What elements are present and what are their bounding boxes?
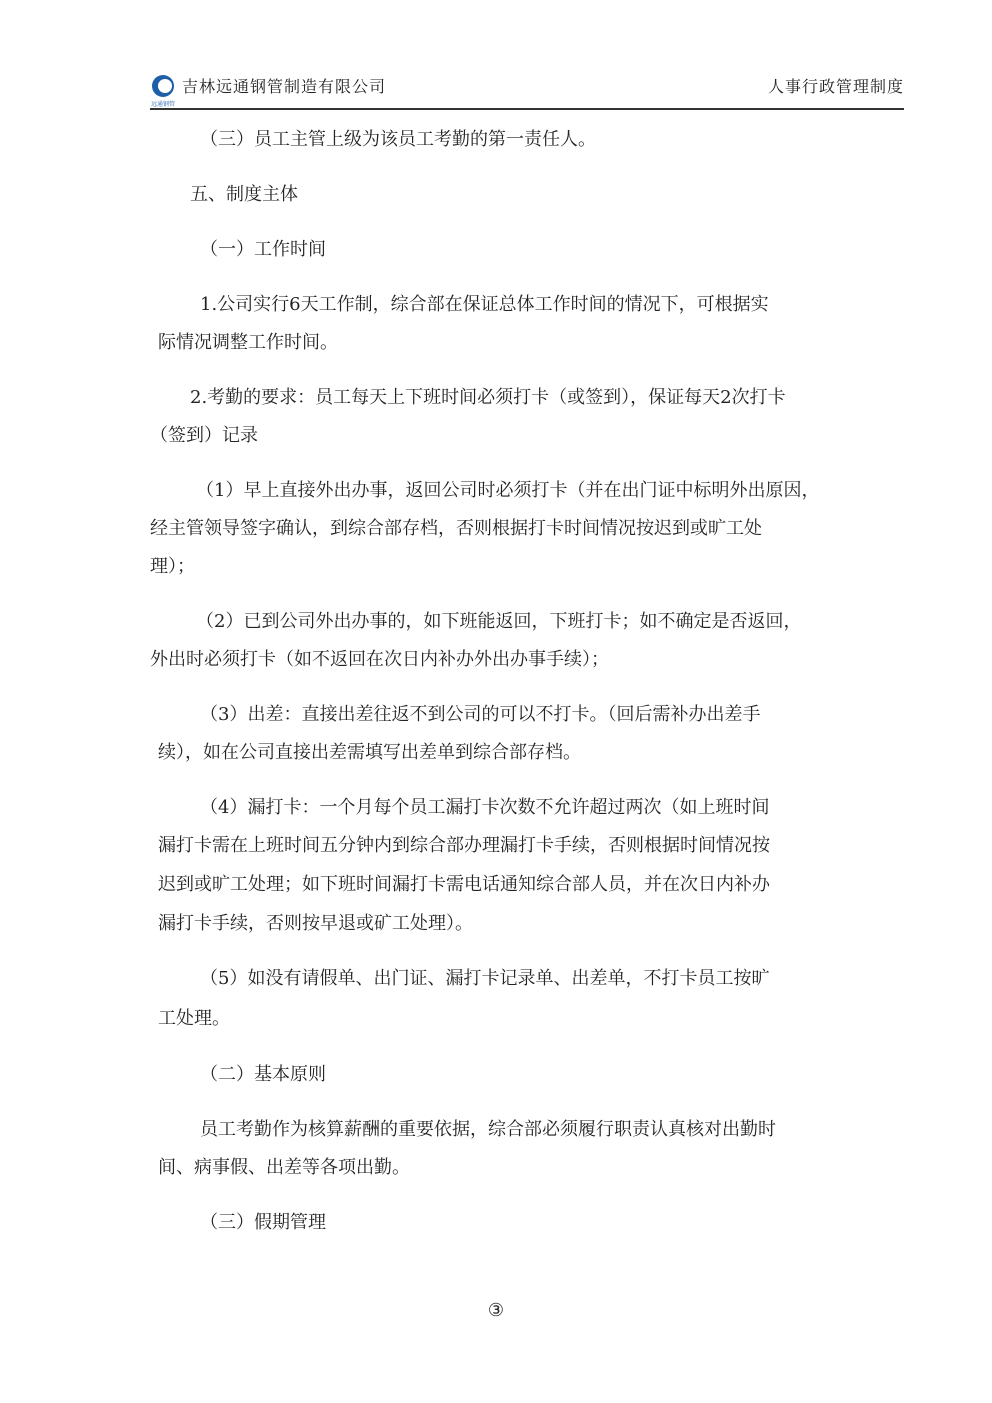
subsection-heading: （三）假期管理 xyxy=(200,1212,326,1233)
company-name: 吉林远通钢管制造有限公司 xyxy=(182,77,387,96)
text-line: 漏打卡需在上班时间五分钟内到综合部办理漏打卡手续，否则根据时间情况按 xyxy=(158,835,770,856)
text-line: （1）早上直接外出办事，返回公司时必须打卡（并在出门证中标明外出原因， xyxy=(196,480,820,501)
text-line: 2.考勤的要求：员工每天上下班时间必须打卡（或签到），保证每天2次打卡 xyxy=(190,387,786,408)
text-line: 际情况调整工作时间。 xyxy=(158,332,338,353)
company-logo-icon xyxy=(150,72,180,108)
text-line: （签到）记录 xyxy=(150,425,258,446)
text-line: 续），如在公司直接出差需填写出差单到综合部存档。 xyxy=(158,742,581,763)
svg-text:远通钢管: 远通钢管 xyxy=(151,101,176,108)
text-line: 1.公司实行6天工作制，综合部在保证总体工作时间的情况下，可根据实 xyxy=(200,294,769,315)
document-title: 人事行政管理制度 xyxy=(767,77,904,96)
text-line: （2）已到公司外出办事的，如下班能返回，下班打卡；如不确定是否返回， xyxy=(196,611,802,632)
text-line: 迟到或旷工处理；如下班时间漏打卡需电话通知综合部人员，并在次日内补办 xyxy=(158,874,770,895)
text-line: （三）员工主管上级为该员工考勤的第一责任人。 xyxy=(200,129,596,150)
text-line: 工处理。 xyxy=(158,1008,230,1029)
subsection-heading: （二）基本原则 xyxy=(200,1064,326,1085)
text-line: 员工考勤作为核算薪酬的重要依据，综合部必须履行职责认真核对出勤时 xyxy=(200,1119,776,1140)
text-line: 间、病事假、出差等各项出勤。 xyxy=(158,1157,410,1178)
text-line: （5）如没有请假单、出门证、漏打卡记录单、出差单，不打卡员工按旷 xyxy=(200,968,770,989)
text-line: （4）漏打卡：一个月每个员工漏打卡次数不允许超过两次（如上班时间 xyxy=(200,797,770,818)
page-number: ③ xyxy=(487,1300,505,1321)
header-divider xyxy=(150,108,904,110)
text-line: 漏打卡手续，否则按早退或矿工处理）。 xyxy=(158,913,473,934)
section-heading: 五、制度主体 xyxy=(190,184,298,205)
text-line: 经主管领导签字确认，到综合部存档，否则根据打卡时间情况按迟到或旷工处 xyxy=(150,518,762,539)
text-line: 外出时必须打卡（如不返回在次日内补办外出办事手续）； xyxy=(150,649,609,670)
subsection-heading: （一）工作时间 xyxy=(200,239,326,260)
page-header xyxy=(150,66,904,108)
text-line: （3）出差：直接出差往返不到公司的可以不打卡。（回后需补办出差手 xyxy=(200,704,761,725)
text-line: 理）； xyxy=(150,556,195,577)
